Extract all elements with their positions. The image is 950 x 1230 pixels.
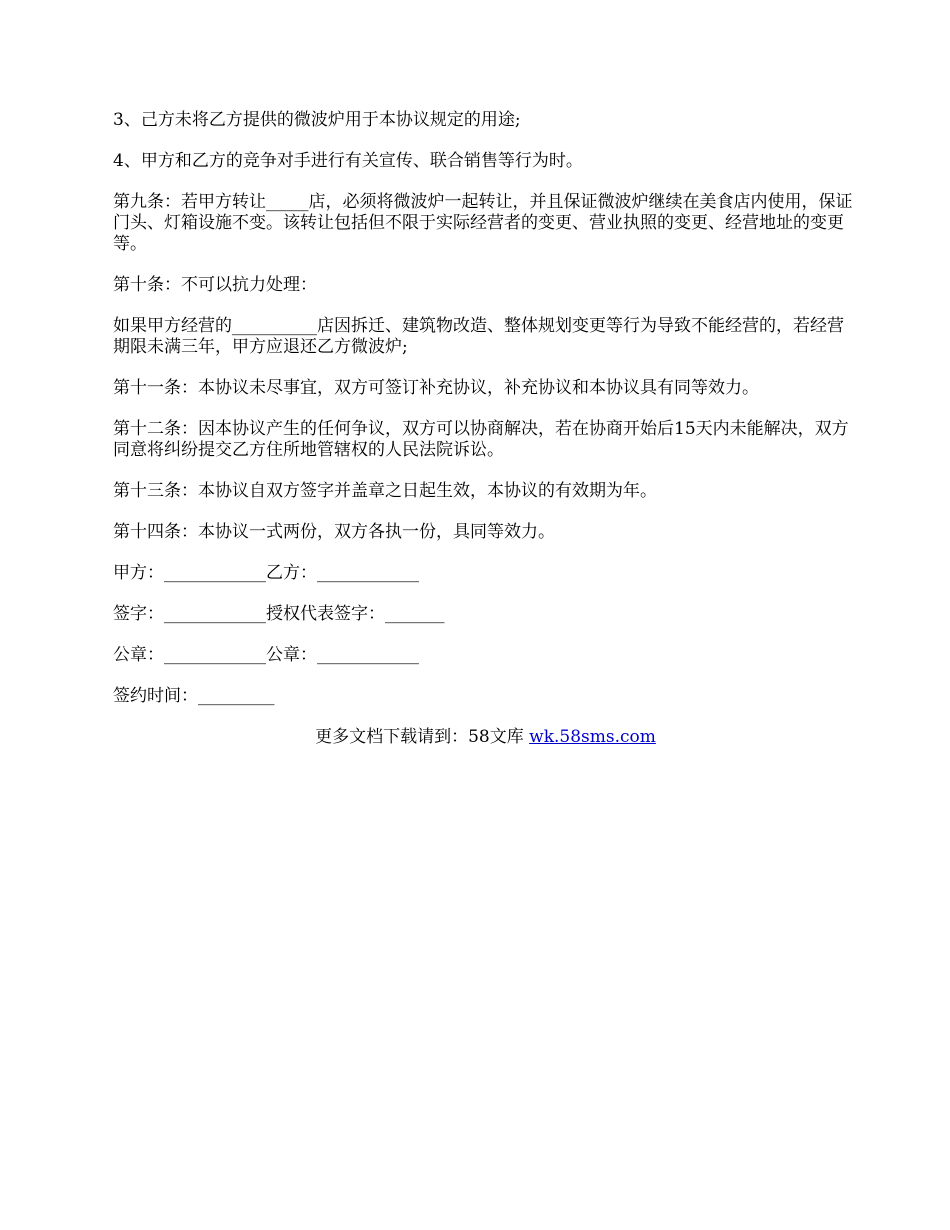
- signature-seals-line: 公章：____________公章：____________: [113, 645, 419, 665]
- paragraph-clause-3: 3、己方未将乙方提供的微波炉用于本协议规定的用途;: [113, 110, 521, 130]
- download-footer: [113, 727, 858, 748]
- paragraph-clause-4: 4、甲方和乙方的竞争对手进行有关宣传、联合销售等行为时。: [113, 151, 583, 171]
- paragraph-article-9: 第九条：若甲方转让_____店，必须将微波炉一起转让，并且保证微波炉继续在美食店内使用，保证门头、灯箱设施不变。该转让包括但不限于实际经营者的变更、营业执照的变更、经营地址的变更等。: [113, 192, 853, 254]
- paragraph-article-11: 第十一条：本协议未尽事宜，双方可签订补充协议，补充协议和本协议具有同等效力。: [113, 378, 759, 398]
- paragraph-force-majeure: 如果甲方经营的__________店因拆迁、建筑物改造、整体规划变更等行为导致不能经营的，若经营期限未满三年，甲方应退还乙方微波炉;: [113, 316, 844, 357]
- footer-link[interactable]: wk.58sms.com: [529, 727, 656, 747]
- paragraph-article-14: 第十四条：本协议一式两份，双方各执一份，具同等效力。: [113, 522, 555, 542]
- signing-date-line: 签约时间：_________: [113, 686, 275, 706]
- document-page: [113, 110, 858, 748]
- paragraph-article-12: 第十二条：因本协议产生的任何争议，双方可以协商解决，若在协商开始后15天内未能解决，双方同意将纠纷提交乙方住所地管辖权的人民法院诉讼。: [113, 419, 849, 460]
- footer-text: 更多文档下载请到：58文库: [315, 727, 530, 747]
- signature-signers-line: 签字：____________授权代表签字：_______: [113, 604, 445, 624]
- paragraph-article-10: 第十条：不可以抗力处理：: [113, 275, 317, 295]
- signature-parties-line: 甲方：____________乙方：____________: [113, 563, 419, 583]
- paragraph-article-13: 第十三条：本协议自双方签字并盖章之日起生效，本协议的有效期为年。: [113, 481, 657, 501]
